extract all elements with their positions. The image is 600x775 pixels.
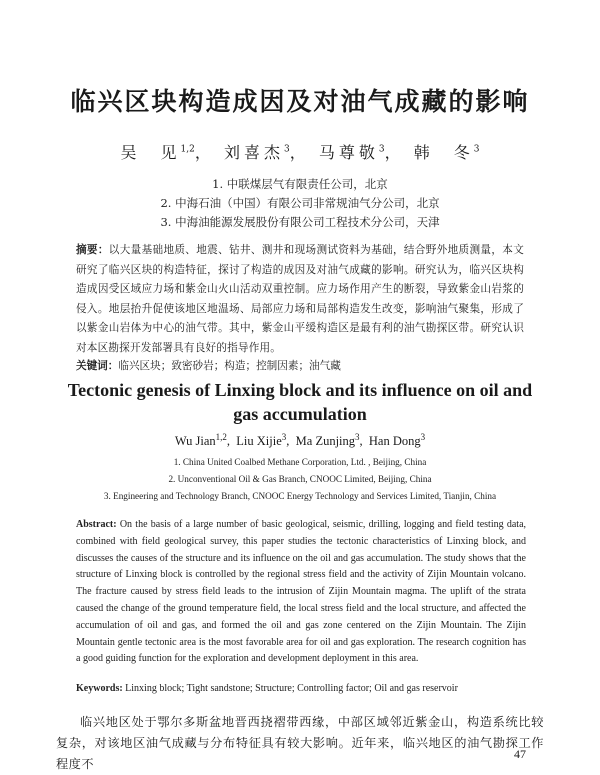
chinese-keywords-label: 关键词： bbox=[76, 360, 119, 372]
chinese-affiliation: 3. 中海油能源发展股份有限公司工程技术分公司，天津 bbox=[160, 215, 440, 229]
author-name: Liu Xijie bbox=[236, 434, 282, 449]
author-affiliation-mark: 3 bbox=[473, 144, 480, 155]
chinese-affiliation: 1. 中联煤层气有限责任公司，北京 bbox=[212, 177, 388, 191]
author-affiliation-mark: 3 bbox=[284, 144, 290, 155]
author-separator: ， bbox=[289, 143, 310, 162]
english-keywords-label: Keywords: bbox=[76, 683, 123, 694]
english-affiliation: 3. Engineering and Technology Branch, CNOOC Energy Technology and Services Limited, Tianjin, China bbox=[103, 491, 497, 501]
english-affiliation: 2. Unconventional Oil & Gas Branch, CNOOC Limited, Beijing, China bbox=[168, 474, 432, 484]
author-name: Ma Zunjing bbox=[295, 434, 356, 449]
chinese-abstract-label: 摘要： bbox=[76, 244, 109, 256]
page-number: 47 bbox=[514, 747, 526, 761]
author-affiliation-mark: 3 bbox=[420, 432, 426, 442]
author-name: 马尊敬 bbox=[318, 143, 379, 162]
author-name: 吴 见 bbox=[120, 143, 181, 162]
chinese-keywords bbox=[76, 358, 524, 373]
english-abstract-text: On the basis of a large number of basic geological, seismic, drilling, logging and field testing data, combined with field geological survey, this paper studies the tectonic characteristics of Linxing block, and discusses the causes of the structure and its influence on the oil and gas accumulation. The study shows that the structure of Linxing block is controlled by the regional stress field and the activity of Zijin Mountain volcano. The fracture caused by stress field leads to the intrusion of Zijin Mountain magma. The uplift of the strata caused the change of the ground temperature field, the local stress field and the local structure, and affected the accumulation of oil and gas, and formed the oil and gas zone centered on the Zijin Mountain. The Zijin Mountain gentle tectonic area is the most favorable area for oil and gas exploration. The research cognition has a good guiding function for the exploration and development deployment in this area. bbox=[76, 519, 527, 665]
chinese-keywords-text: 临兴区块；致密砂岩；构造；控制因素；油气藏 bbox=[118, 360, 341, 372]
body-paragraph: 临兴地区处于鄂尔多斯盆地晋西挠褶带西缘，中部区域邻近紫金山，构造系统比较复杂，对该地区油气成藏与分布特征具有较大影响。近年来，临兴地区的油气勘探工作程度不 bbox=[56, 715, 544, 771]
english-abstract bbox=[76, 517, 526, 668]
author-affiliation-mark: 3 bbox=[378, 144, 385, 155]
english-affiliation: 1. China United Coalbed Methane Corporation, Ltd. , Beijing, China bbox=[173, 457, 427, 467]
author-separator: , bbox=[286, 434, 296, 449]
author-affiliation-mark: 3 bbox=[281, 432, 287, 442]
english-title: Tectonic genesis of Linxing block and its influence on oil and gas accumulation bbox=[67, 380, 533, 424]
author-separator: ， bbox=[194, 143, 215, 162]
author-affiliation-mark: 1,2 bbox=[180, 144, 195, 155]
author-affiliation-mark: 3 bbox=[355, 432, 360, 442]
author-separator: , bbox=[359, 434, 369, 449]
author-separator: , bbox=[226, 434, 237, 449]
english-abstract-label: Abstract: bbox=[76, 519, 117, 530]
author-affiliation-mark: 1,2 bbox=[215, 432, 227, 442]
english-authors bbox=[0, 432, 600, 449]
chinese-abstract bbox=[76, 241, 524, 358]
author-name: Wu Jian bbox=[174, 434, 216, 449]
chinese-authors bbox=[0, 140, 600, 163]
english-keywords-text: Linxing block; Tight sandstone; Structure; Controlling factor; Oil and gas reservoir bbox=[125, 683, 458, 694]
author-name: Han Dong bbox=[368, 434, 421, 449]
chinese-title: 临兴区块构造成因及对油气成藏的影响 bbox=[70, 87, 530, 116]
author-name: 韩 冬 bbox=[413, 143, 474, 162]
author-name: 刘喜杰 bbox=[223, 143, 284, 162]
english-keywords bbox=[76, 683, 526, 694]
chinese-abstract-text: 以大量基础地质、地震、钻井、测井和现场测试资料为基础，结合野外地质测量，本文研究了临兴区块的构造特征，探讨了构造的成因及对油气成藏的影响。研究认为，临兴区块构造成因受区域应力场和紫金山火山活动双重控制。应力场作用产生的断裂，导致紫金山岩浆的侵入。地层抬升促使该地区地温场、局部应力场和局部构造发生改变，影响油气聚集，形成了以紫金山岩体为中心的油气带。其中，紫金山平缓构造区是最有利的油气勘探区带。研究认识对本区勘探开发部署具有良好的指导作用。 bbox=[76, 244, 524, 354]
chinese-affiliation: 2. 中海石油（中国）有限公司非常规油气分公司，北京 bbox=[160, 196, 440, 210]
author-separator: ， bbox=[384, 143, 405, 162]
